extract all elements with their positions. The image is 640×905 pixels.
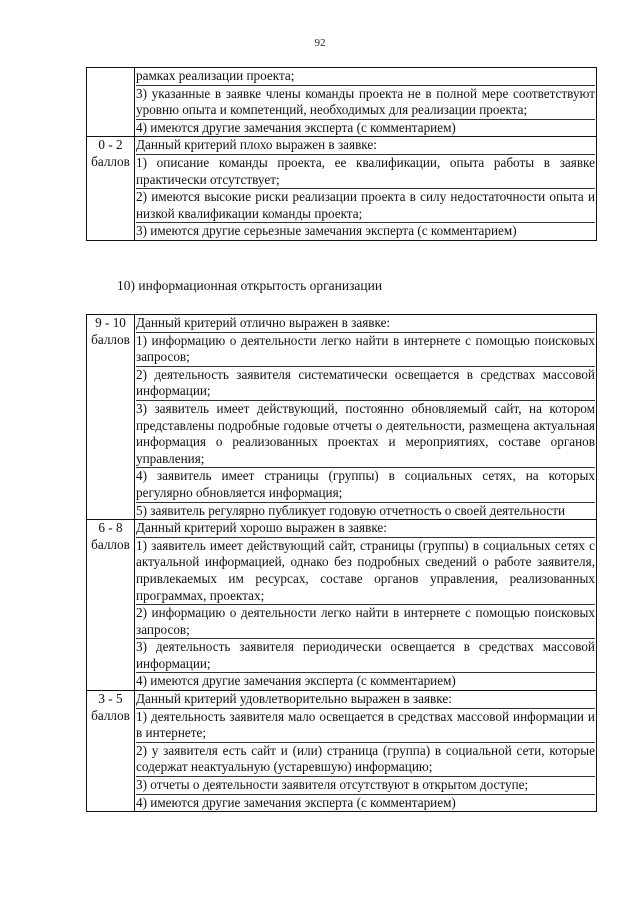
criteria-item: 5) заявитель регулярно публикует годовую отчетность о своей деятельности — [136, 502, 595, 520]
criteria-item: 3) заявитель имеет действующий, постоянно обновляемый сайт, на котором представлены подробные годовые отчеты о деятельности, размещена актуальная информация о реализованных проектах и мероприятиях, составе органов управления; — [136, 400, 595, 466]
score-range: 0 - 2 — [98, 137, 123, 153]
criteria-item: 1) информацию о деятельности легко найти в интернете с помощью поисковых запросов; — [136, 332, 595, 365]
criteria-item: 3) имеются другие серьезные замечания эксперта (с комментарием) — [136, 222, 595, 240]
criteria-item: 4) имеются другие замечания эксперта (с комментарием) — [136, 794, 595, 812]
score-cell — [87, 315, 135, 520]
score-range: 9 - 10 — [95, 315, 126, 330]
score-cell — [87, 137, 135, 241]
score-unit: баллов — [91, 153, 130, 169]
criteria-item: 1) заявитель имеет действующий сайт, страницы (группы) в социальных сетях с актуальной информацией, однако без подробных сведений о работе заявителя, привлекаемых им ресурсах, составе органов управления, реализованных программах, проектах; — [136, 537, 595, 603]
criteria-description — [135, 137, 597, 241]
criteria-item: 3) деятельность заявителя периодически освещается в средствах массовой информации; — [136, 639, 595, 671]
criteria-table-openness — [86, 314, 597, 812]
section-heading: 10) информационная открытость организации — [117, 278, 383, 293]
criteria-table-team — [86, 67, 597, 241]
score-unit: баллов — [91, 536, 130, 552]
score-cell — [87, 691, 135, 812]
score-unit: баллов — [91, 707, 130, 723]
criteria-item: 2) деятельность заявителя систематически освещается в средствах массовой информации; — [136, 366, 595, 399]
score-range: 6 - 8 — [98, 520, 123, 536]
criteria-intro: Данный критерий плохо выражен в заявке: — [136, 137, 377, 153]
criteria-item: 2) имеются высокие риски реализации проекта в силу недостаточности опыта и низкой квалификации команды проекта; — [136, 189, 595, 221]
criteria-item: 3) указанные в заявке члены команды проекта не в полной мере соответствуют уровню опыта и компетенций, необходимых для реализации проекта; — [136, 85, 595, 118]
criteria-item: 1) описание команды проекта, ее квалификации, опыта работы в заявке практически отсутствует; — [136, 154, 595, 187]
criteria-intro: Данный критерий хорошо выражен в заявке: — [136, 520, 387, 536]
criteria-item: 2) у заявителя есть сайт и (или) страница (группа) в социальной сети, которые содержат неактуальную (устаревшую) информацию; — [136, 742, 595, 775]
criteria-row — [87, 68, 597, 137]
criteria-row — [87, 315, 597, 520]
criteria-item: 3) отчеты о деятельности заявителя отсутствуют в открытом доступе; — [136, 776, 595, 794]
criteria-intro: Данный критерий удовлетворительно выражен в заявке: — [136, 691, 452, 707]
criteria-description — [135, 68, 597, 137]
criteria-description — [135, 315, 597, 520]
criteria-item: 1) деятельность заявителя мало освещается в средствах массовой информации и в интернете; — [136, 708, 595, 741]
criteria-intro: рамках реализации проекта; — [136, 68, 295, 83]
criteria-intro: Данный критерий отлично выражен в заявке: — [136, 315, 391, 330]
criteria-row — [87, 691, 597, 812]
criteria-item: 4) имеются другие замечания эксперта (с комментарием) — [136, 119, 595, 137]
score-unit: баллов — [91, 331, 130, 347]
criteria-row — [87, 137, 597, 241]
page-number: 92 — [314, 37, 326, 49]
criteria-item: 4) заявитель имеет страницы (группы) в социальных сетях, на которых регулярно обновляется информация; — [136, 468, 595, 500]
criteria-description — [135, 520, 597, 691]
criteria-item: 2) информацию о деятельности легко найти в интернете с помощью поисковых запросов; — [136, 605, 595, 637]
criteria-description — [135, 691, 597, 812]
score-cell — [87, 68, 135, 137]
criteria-item: 4) имеются другие замечания эксперта (с комментарием) — [136, 672, 595, 690]
criteria-row — [87, 520, 597, 691]
score-range: 3 - 5 — [98, 691, 123, 707]
score-cell — [87, 520, 135, 691]
